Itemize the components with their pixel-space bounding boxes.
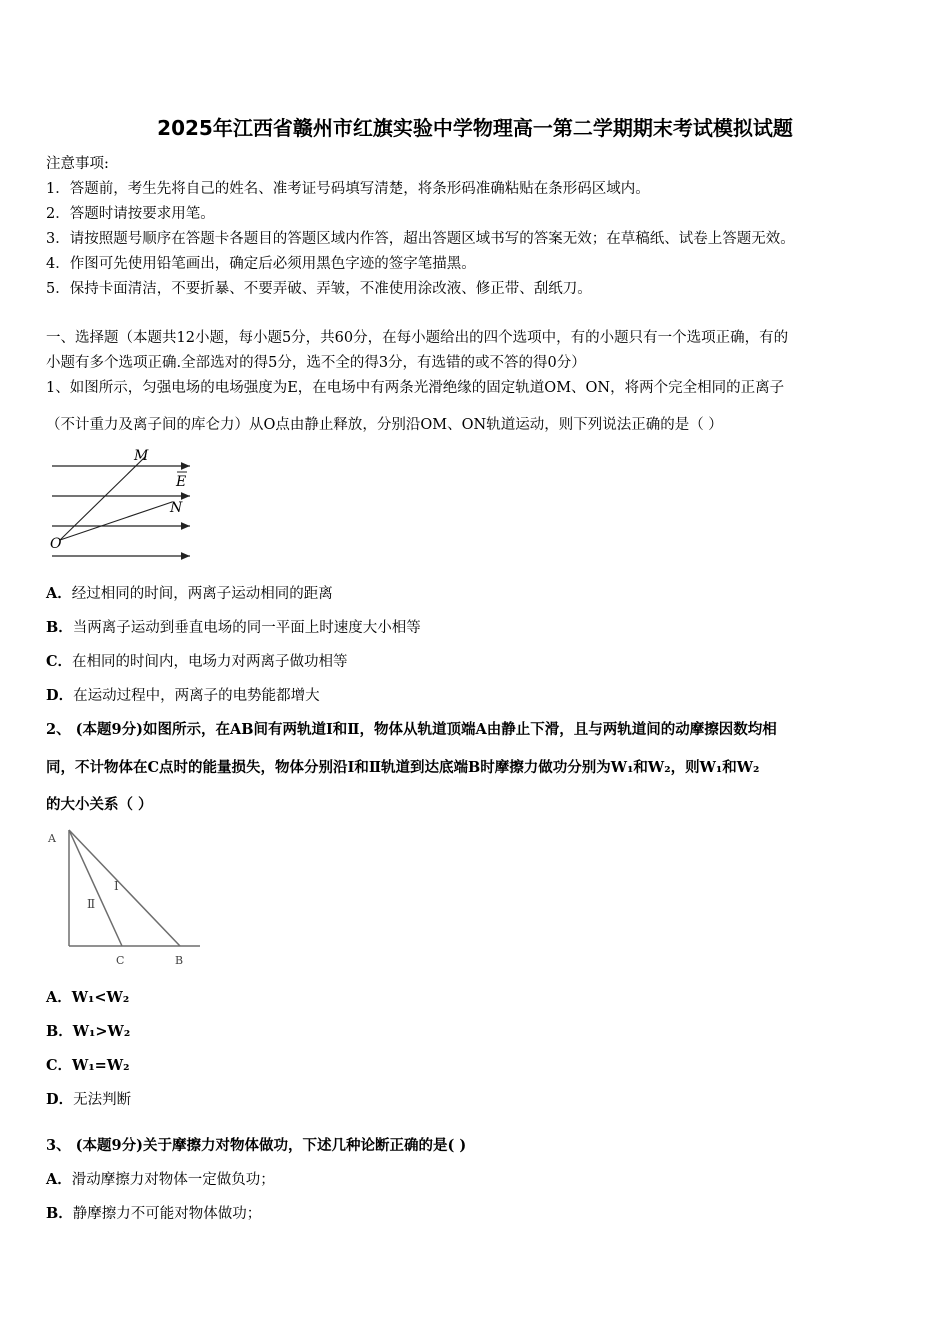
notice-heading: 注意事项: (46, 156, 109, 172)
track-om (60, 456, 146, 540)
q1-option-c: C．在相同的时间内，电场力对两离子做功相等 (46, 653, 348, 670)
page-title: 2025年江西省赣州市红旗实验中学物理高一第二学期期末考试模拟试题 (157, 116, 793, 140)
q1-stem-line1: 1、如图所示，匀强电场的电场强度为E，在电场中有两条光滑绝缘的固定轨道OM、ON，将两个完全相同的正离子 (46, 380, 785, 396)
q2-stem-line1: 2、 (本题9分)如图所示，在AB间有两轨道Ⅰ和Ⅱ，物体从轨道顶端A由静止下滑，且与两轨道间的动摩擦因数均相 (46, 721, 777, 738)
q2-track-diagram (44, 826, 206, 970)
label-b: B (175, 954, 184, 967)
q2-option-b: B．W₁>W₂ (46, 1023, 131, 1040)
track-i (69, 830, 180, 946)
q3-option-b: B．静摩擦力不可能对物体做功； (46, 1205, 262, 1222)
q2-option-c: C．W₁=W₂ (46, 1057, 130, 1074)
label-a: A (48, 832, 56, 845)
label-c: C (116, 954, 125, 967)
q3-option-a: A．滑动摩擦力对物体一定做负功； (46, 1171, 275, 1188)
label-n: N (170, 500, 183, 516)
notice-item-5: 5．保持卡面清洁，不要折暴、不要弄破、弄皱，不准使用涂改液、修正带、刮纸刀。 (46, 281, 592, 297)
label-m: M (134, 448, 149, 464)
notice-item-2: 2．答题时请按要求用笔。 (46, 206, 215, 222)
label-i: Ⅰ (114, 879, 119, 893)
label-o: O (50, 536, 62, 552)
q1-stem-line2: （不计重力及离子间的库仑力）从O点由静止释放，分别沿OM、ON轨道运动，则下列说法正确的是（ ） (46, 417, 723, 433)
q1-option-d: D．在运动过程中，两离子的电势能都增大 (46, 687, 320, 704)
q1-field-diagram (46, 442, 206, 564)
label-ii: Ⅱ (87, 897, 96, 911)
notice-item-1: 1．答题前，考生先将自己的姓名、准考证号码填写清楚，将条形码准确粘贴在条形码区域内。 (46, 181, 650, 197)
q2-stem-line3: 的大小关系（ ） (46, 796, 153, 813)
q2-stem-line2: 同，不计物体在C点时的能量损失，物体分别沿Ⅰ和Ⅱ轨道到达底端B时摩擦力做功分别为W₁和W₂，则W₁和W₂ (46, 759, 760, 776)
q3-stem: 3、 (本题9分)关于摩擦力对物体做功，下述几种论断正确的是( ) (46, 1137, 467, 1154)
q1-option-a: A．经过相同的时间，两离子运动相同的距离 (46, 585, 333, 602)
section-intro-line2: 小题有多个选项正确.全部选对的得5分，选不全的得3分，有选错的或不答的得0分） (46, 355, 586, 371)
section-intro-line1: 一、选择题（本题共12小题，每小题5分，共60分，在每小题给出的四个选项中，有的小题只有一个选项正确，有的 (46, 330, 789, 346)
q2-option-d: D．无法判断 (46, 1091, 132, 1108)
label-e: E (176, 474, 187, 490)
notice-item-4: 4．作图可先使用铅笔画出，确定后必须用黑色字迹的签字笔描黑。 (46, 256, 476, 272)
notice-item-3: 3．请按照题号顺序在答题卡各题目的答题区域内作答，超出答题区域书写的答案无效；在草稿纸、试卷上答题无效。 (46, 231, 795, 247)
track-on (60, 502, 172, 540)
q2-option-a: A．W₁<W₂ (46, 989, 130, 1006)
q1-option-b: B．当两离子运动到垂直电场的同一平面上时速度大小相等 (46, 619, 421, 636)
